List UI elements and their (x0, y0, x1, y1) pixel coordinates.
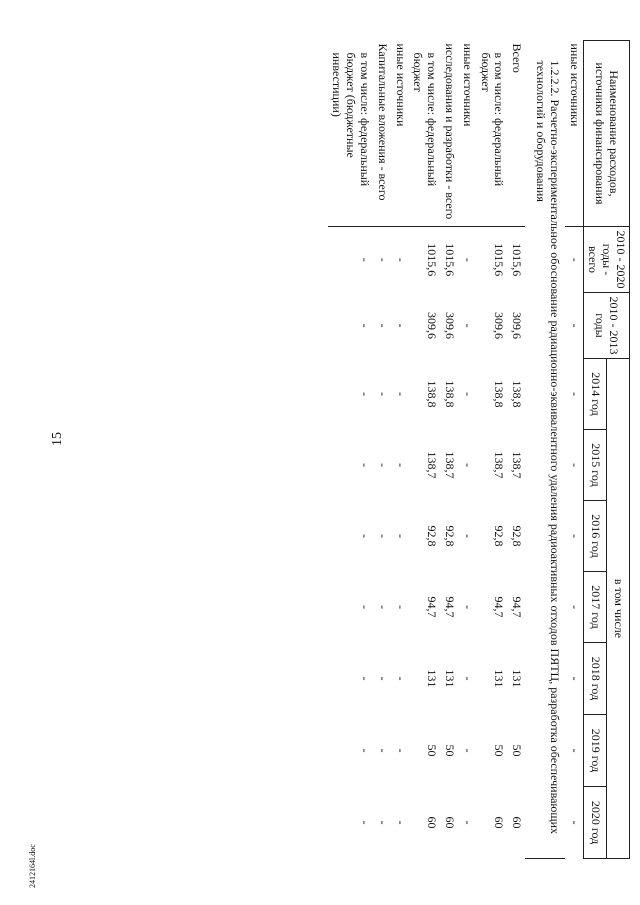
cell-value: 1015,6 (443, 243, 458, 277)
cell-value: 131 (510, 669, 525, 688)
cell-value: - (567, 534, 582, 538)
header-year: 2017 год (583, 572, 606, 643)
cell-value: - (358, 257, 373, 262)
header-year: 2019 год (583, 715, 606, 787)
cell-value: - (375, 323, 390, 328)
cell-value: - (393, 676, 408, 681)
page-number: 15 (50, 432, 65, 446)
cell-value: - (393, 323, 408, 328)
cell-value: 309,6 (443, 312, 458, 339)
cell-value: 92,8 (425, 525, 440, 547)
cell-value: - (375, 820, 390, 825)
cell-value: - (567, 257, 582, 262)
section-title-row (525, 41, 565, 859)
cell-value: 138,7 (443, 451, 458, 479)
cell-value: 94,7 (443, 596, 458, 618)
cell-value: - (393, 257, 408, 262)
cell-value: 138,8 (425, 380, 440, 408)
cell-value: - (567, 676, 582, 681)
cell-value: - (460, 820, 475, 825)
table-row (391, 41, 409, 859)
header-name-column: Наименование расходов, источники финансирования (583, 41, 629, 227)
cell-value: 60 (492, 816, 507, 829)
cell-value: 131 (425, 669, 440, 688)
cell-value: - (393, 748, 408, 753)
cell-value: - (375, 463, 390, 467)
header-2010-2013-column: 2010 - 2013 годы (583, 293, 629, 359)
table-row (440, 41, 458, 859)
table-row (476, 41, 508, 859)
table-row (458, 41, 476, 859)
cell-value: 309,6 (425, 312, 440, 339)
cell-value: - (375, 392, 390, 396)
cell-value: - (567, 323, 582, 328)
cell-value: 138,7 (510, 451, 525, 479)
row-label: иные источники (391, 41, 409, 227)
header-total-column: 2010 - 2020 годы - всего (583, 227, 629, 293)
cell-value: - (460, 748, 475, 753)
cell-value: 60 (425, 816, 440, 829)
cell-value: - (393, 820, 408, 825)
cell-value: - (460, 605, 475, 609)
cell-value: 92,8 (443, 525, 458, 547)
cell-value: 94,7 (492, 596, 507, 618)
table-row (507, 41, 525, 859)
row-label: иные источники (458, 41, 476, 227)
row-label: исследования и разработки - всего (440, 41, 458, 227)
cell-value: - (358, 534, 373, 538)
header-year: 2015 год (583, 430, 606, 501)
cell-value: 92,8 (510, 525, 525, 547)
cell-value: 60 (510, 816, 525, 829)
cell-value: - (393, 392, 408, 396)
cell-value: - (375, 605, 390, 609)
cell-value: - (358, 605, 373, 609)
cell-value: - (460, 463, 475, 467)
table-row (565, 41, 583, 859)
cell-value: - (358, 748, 373, 753)
row-label: в том числе: федеральный бюджет (476, 41, 508, 227)
header-year: 2018 год (583, 643, 606, 715)
cell-value: 94,7 (510, 596, 525, 618)
header-including: в том числе (606, 359, 629, 859)
row-label: в том числе: федеральный бюджет (409, 41, 441, 227)
row-label: Всего (507, 41, 525, 227)
cell-value: - (460, 534, 475, 538)
cell-value: - (393, 463, 408, 467)
cell-value: 131 (443, 669, 458, 688)
cell-value: 50 (425, 744, 440, 757)
row-label: иные источники (565, 41, 583, 227)
cell-value: 94,7 (425, 596, 440, 618)
table-body (328, 41, 583, 859)
cell-value: - (393, 534, 408, 538)
cell-value: 138,7 (425, 451, 440, 479)
cell-value: - (567, 392, 582, 396)
cell-value: - (358, 820, 373, 825)
cell-value: 138,8 (492, 380, 507, 408)
table-row (409, 41, 441, 859)
cell-value: - (375, 534, 390, 538)
cell-value: - (358, 323, 373, 328)
header-year: 2014 год (583, 359, 606, 430)
cell-value: 92,8 (492, 525, 507, 547)
cell-value: 1015,6 (492, 243, 507, 277)
cell-value: 131 (492, 669, 507, 688)
financing-table (328, 40, 630, 859)
cell-value: - (460, 257, 475, 262)
row-label: в том числе: федеральный бюджет (бюджетные инвестиции) (328, 41, 373, 227)
cell-value: - (460, 676, 475, 681)
cell-value: - (567, 748, 582, 753)
footer-doc-code: 2412164l.doc (28, 844, 37, 888)
cell-value: - (375, 748, 390, 753)
cell-value: 50 (443, 744, 458, 757)
cell-value: - (567, 605, 582, 609)
cell-value: - (375, 257, 390, 262)
cell-value: 60 (443, 816, 458, 829)
cell-value: 309,6 (510, 312, 525, 339)
cell-value: - (460, 323, 475, 328)
cell-value: 50 (492, 744, 507, 757)
cell-value: 50 (510, 744, 525, 757)
table-header (583, 41, 629, 859)
header-year: 2016 год (583, 501, 606, 572)
row-label: Капитальные вложения - всего (373, 41, 391, 227)
cell-value: - (358, 392, 373, 396)
cell-value: 1015,6 (425, 243, 440, 277)
rotated-table-container (74, 40, 630, 858)
cell-value: 1015,6 (510, 243, 525, 277)
cell-value: - (358, 676, 373, 681)
cell-value: - (393, 605, 408, 609)
cell-value: - (567, 820, 582, 825)
cell-value: - (567, 463, 582, 467)
cell-value: - (375, 676, 390, 681)
table-row (373, 41, 391, 859)
header-year: 2020 год (583, 787, 606, 859)
cell-value: 138,8 (510, 380, 525, 408)
cell-value: - (460, 392, 475, 396)
section-title: 1.2.2.2. Расчетно-экспериментальное обоснование радиационно-эквивалентного удаления радиоактивных отходов ПЯТЦ, разработка обеспечивающих технологий и оборудования (525, 41, 565, 859)
cell-value: 138,7 (492, 451, 507, 479)
cell-value: 309,6 (492, 312, 507, 339)
cell-value: - (358, 463, 373, 467)
cell-value: 138,8 (443, 380, 458, 408)
table-row (328, 41, 373, 859)
